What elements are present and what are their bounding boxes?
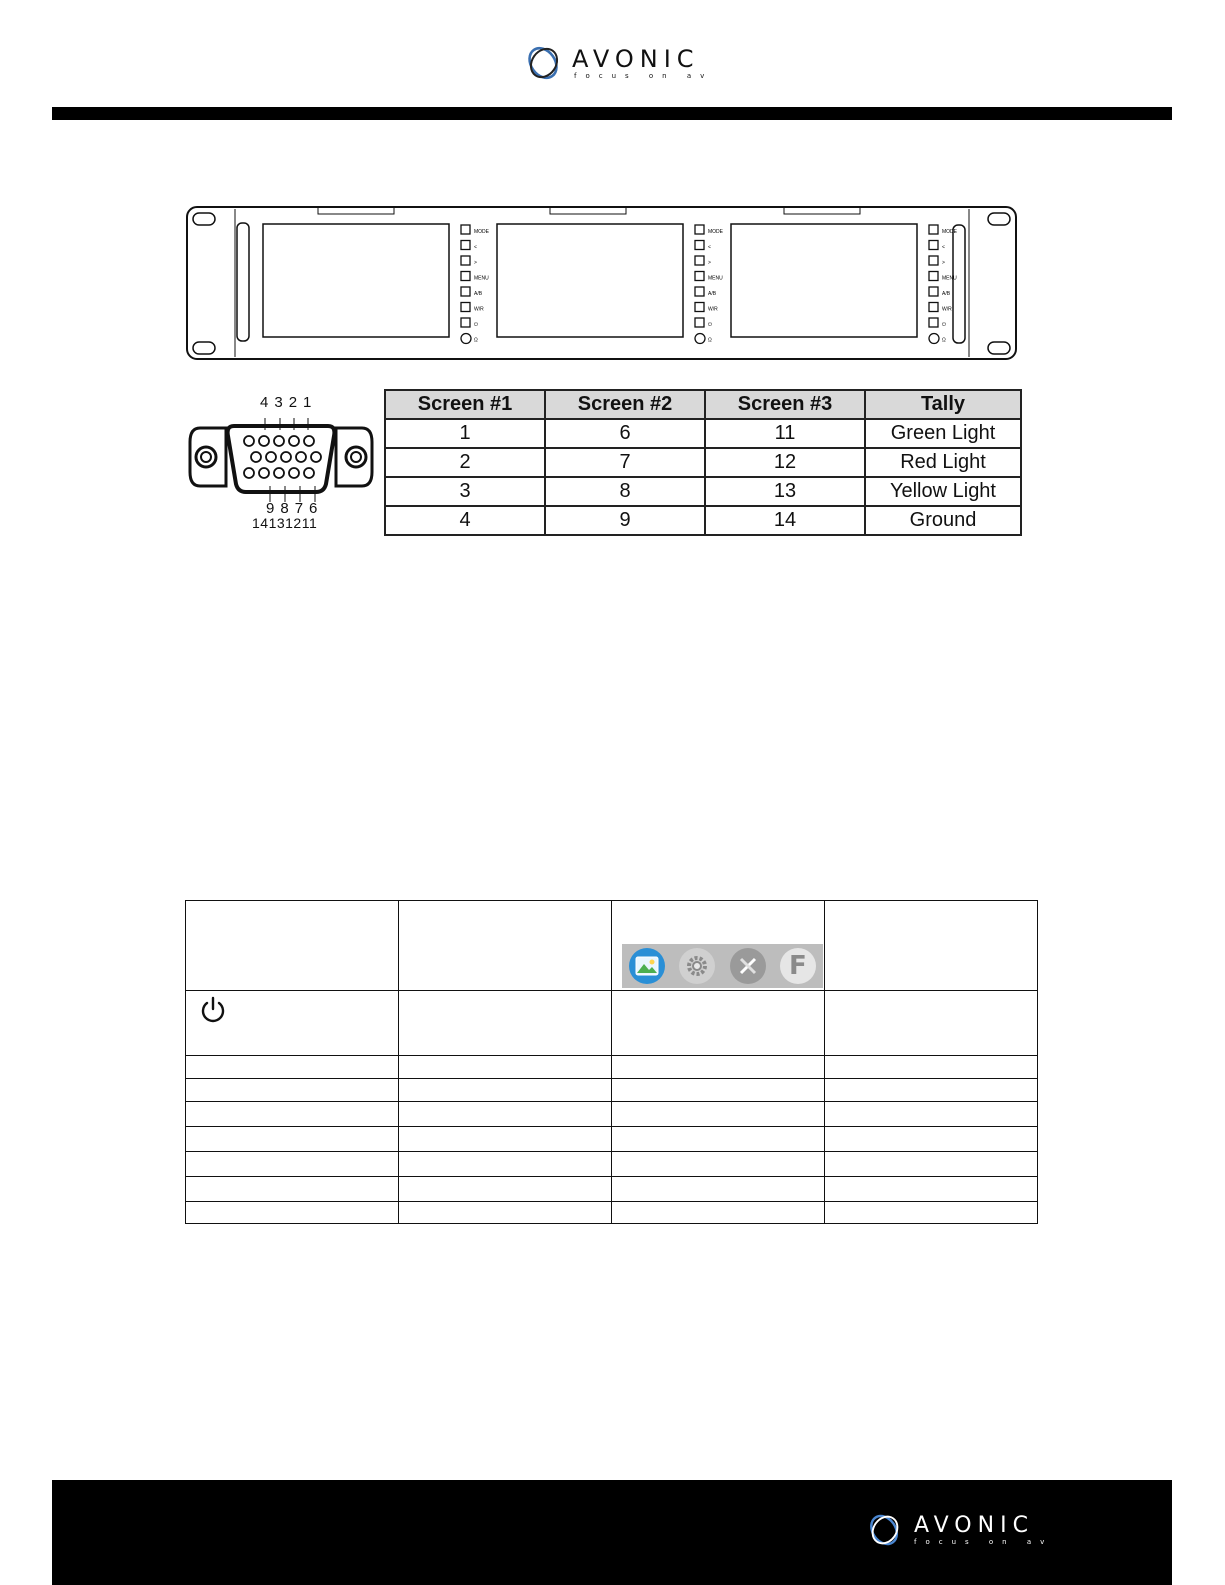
table-cell	[399, 1152, 612, 1177]
table-cell	[825, 1102, 1038, 1127]
table-cell: 13	[705, 477, 865, 506]
monitor-button-label: MENU	[708, 275, 723, 282]
table-cell: 12	[705, 448, 865, 477]
monitor-button-label: >	[942, 260, 945, 266]
table-row	[186, 1079, 1038, 1102]
tally-pin-table	[384, 389, 1022, 536]
table-cell: 9	[545, 506, 705, 535]
table-cell	[186, 1056, 399, 1079]
screen-1	[263, 224, 449, 337]
pin-label: 9	[266, 500, 275, 517]
menu-icon-strip	[622, 944, 823, 988]
header-tagline: focus on av	[574, 71, 714, 80]
monitor-button-label: MODE	[942, 229, 957, 235]
table-cell: 3	[385, 477, 545, 506]
table-cell	[399, 1056, 612, 1079]
function-f-icon	[780, 948, 816, 984]
monitor-button-label: Ω	[942, 337, 946, 344]
monitor-button-label: MENU	[942, 275, 957, 282]
table-cell	[612, 1202, 825, 1224]
table-cell	[825, 1056, 1038, 1079]
footer-brand: AVONIC	[914, 1512, 1034, 1538]
table-row	[186, 1177, 1038, 1202]
monitor-button-label: W/R	[474, 306, 484, 313]
table-cell	[612, 1177, 825, 1202]
table-cell: 2	[385, 448, 545, 477]
tools-icon	[730, 948, 766, 984]
table-cell	[186, 1127, 399, 1152]
pin-label: 2	[288, 394, 298, 411]
monitor-button-label: <	[942, 244, 945, 251]
monitor-button-label: A/B	[942, 291, 951, 297]
monitor-button-label: <	[708, 244, 711, 251]
screen-2	[497, 224, 683, 337]
table-cell	[612, 1079, 825, 1102]
table-cell: 6	[545, 419, 705, 448]
pin-label: 1	[303, 394, 312, 411]
table-cell: 7	[545, 448, 705, 477]
monitor-button-label: MODE	[708, 229, 723, 235]
table-cell	[399, 1127, 612, 1152]
table-cell: 1	[385, 419, 545, 448]
table-cell	[825, 1202, 1038, 1224]
monitor-button-label: >	[708, 260, 711, 266]
header-logo	[524, 44, 713, 82]
table-cell: 11	[705, 419, 865, 448]
column-header: Screen #3	[705, 390, 865, 419]
table-cell	[186, 1177, 399, 1202]
table-cell	[186, 1152, 399, 1177]
avonic-logo-icon	[866, 1512, 904, 1548]
table-cell	[825, 1177, 1038, 1202]
screen-3	[731, 224, 917, 337]
menu-grid-table	[185, 900, 1038, 1224]
monitor-button-label: W/R	[942, 306, 952, 313]
monitor-button-label: MENU	[474, 275, 489, 282]
settings-gear-icon	[679, 948, 715, 984]
column-header: Screen #1	[385, 390, 545, 419]
table-row	[385, 506, 1021, 535]
pin-label: 4	[260, 394, 269, 411]
table-cell	[399, 901, 612, 991]
pin-label: 3	[274, 394, 283, 411]
pin-label: 7	[294, 500, 304, 517]
connector-body-icon	[186, 412, 376, 508]
table-row	[385, 419, 1021, 448]
pin-label: 8	[280, 500, 289, 517]
table-row	[385, 448, 1021, 477]
monitor-button-label: A/B	[474, 291, 483, 297]
monitor-button-label: ⏻	[942, 322, 946, 328]
table-cell	[186, 1202, 399, 1224]
table-cell	[612, 901, 825, 991]
monitor-button-label: Ω	[474, 337, 478, 344]
table-row	[186, 1152, 1038, 1177]
table-cell: 4	[385, 506, 545, 535]
table-row	[186, 1056, 1038, 1079]
footer-tagline: focus on av	[914, 1537, 1054, 1546]
table-cell	[825, 1079, 1038, 1102]
table-row	[186, 991, 1038, 1056]
monitor-button-label: <	[474, 244, 477, 251]
monitor-button-label: Ω	[708, 337, 712, 344]
footer-bar	[52, 1480, 1172, 1585]
table-row	[385, 477, 1021, 506]
table-cell	[399, 1079, 612, 1102]
table-cell	[825, 1127, 1038, 1152]
table-cell: 8	[545, 477, 705, 506]
table-cell	[186, 1102, 399, 1127]
header-bar	[52, 107, 1172, 120]
table-cell	[612, 1127, 825, 1152]
table-cell	[186, 991, 399, 1056]
table-cell	[186, 1079, 399, 1102]
table-cell	[399, 1177, 612, 1202]
footer-logo	[866, 1512, 1053, 1548]
table-cell	[612, 1152, 825, 1177]
pin-label: 6	[309, 500, 318, 517]
function-f-label: F	[788, 951, 807, 981]
table-cell	[825, 991, 1038, 1056]
column-header: Tally	[865, 390, 1021, 419]
monitor-button-label: W/R	[708, 306, 718, 313]
monitor-button-label: A/B	[708, 291, 717, 297]
monitor-button-label: ⏻	[474, 322, 478, 328]
table-cell: 14	[705, 506, 865, 535]
table-header-row	[385, 390, 1021, 419]
power-icon	[198, 995, 228, 1025]
monitor-button-label: >	[474, 260, 477, 266]
table-cell	[612, 1056, 825, 1079]
table-cell: Yellow Light	[865, 477, 1021, 506]
table-cell	[399, 991, 612, 1056]
connector-top-pin-labels	[260, 394, 311, 411]
table-cell: Ground	[865, 506, 1021, 535]
table-row	[186, 1127, 1038, 1152]
table-cell	[186, 901, 399, 991]
monitor-button-label: MODE	[474, 229, 489, 235]
table-cell	[612, 991, 825, 1056]
table-cell: Red Light	[865, 448, 1021, 477]
connector-bottom-pin-labels-row2: 14131211	[252, 515, 318, 531]
table-row	[186, 901, 1038, 991]
db15-connector	[186, 394, 376, 534]
avonic-logo-icon	[524, 44, 564, 82]
table-cell	[612, 1102, 825, 1127]
table-row	[186, 1102, 1038, 1127]
monitor-button-label: ⏻	[708, 322, 712, 328]
table-cell	[399, 1202, 612, 1224]
table-cell	[825, 1152, 1038, 1177]
table-cell	[825, 901, 1038, 991]
table-cell	[399, 1102, 612, 1127]
column-header: Screen #2	[545, 390, 705, 419]
picture-icon	[629, 948, 665, 984]
table-row	[186, 1202, 1038, 1224]
table-cell: Green Light	[865, 419, 1021, 448]
header-brand: AVONIC	[572, 44, 700, 73]
rack-monitor-illustration	[185, 205, 1020, 365]
